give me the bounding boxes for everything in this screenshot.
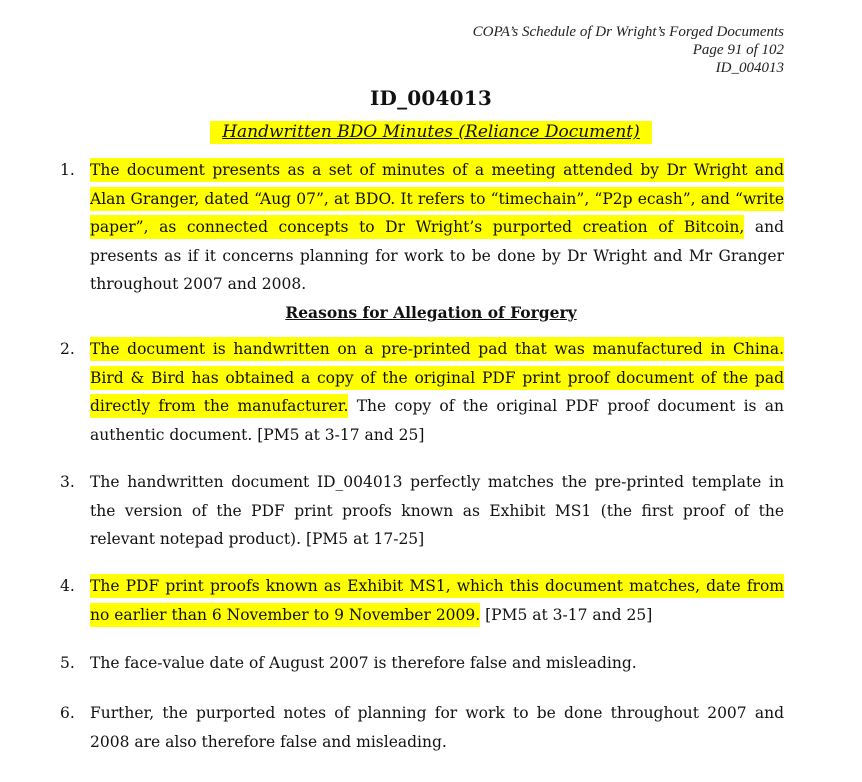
header-title: COPA’s Schedule of Dr Wright’s Forged Documents	[472, 24, 784, 40]
paragraph-number: 5.	[60, 654, 75, 672]
highlighted-text: The document is handwritten on a pre-printed pad that was manufactured in China. Bird & Bird has obtained a copy of the original PDF print proof document of the pad directly from the manufacturer.	[90, 337, 784, 418]
paragraph-2	[60, 335, 784, 449]
paragraph-body	[90, 649, 784, 678]
subtitle-container	[0, 122, 862, 142]
paragraph-body	[90, 156, 784, 299]
highlighted-text: The PDF print proofs known as Exhibit MS1, which this document matches, date from no earlier than 6 November to 9 November 2009.	[90, 574, 784, 627]
paragraph-text: [PM5 at 3-17 and 25]	[480, 605, 653, 624]
paragraph-number: 1.	[60, 161, 75, 179]
header-document-id: ID_004013	[715, 60, 784, 76]
highlighted-text: The document presents as a set of minutes of a meeting attended by Dr Wright and Alan Granger, dated “Aug 07”, at BDO. It refers to “timechain”, “P2p ecash”, and “write paper”, as connected concepts to Dr Wright’s purported creation of Bitcoin,	[90, 158, 784, 239]
paragraph-body	[90, 468, 784, 554]
paragraph-text: The copy of the original PDF proof document is an authentic document. [PM5 at 3-17 and 25]	[90, 397, 784, 444]
paragraph-text: The handwritten document ID_004013 perfectly matches the pre-printed template in the version of the PDF print proofs known as Exhibit MS1 (the first proof of the relevant notepad product). [PM5 at 17-25]	[90, 473, 784, 549]
paragraph-5	[60, 649, 784, 678]
paragraph-3	[60, 468, 784, 554]
document-id-title: ID_004013	[370, 86, 492, 110]
paragraph-1	[60, 156, 784, 299]
paragraph-text: Further, the purported notes of planning for work to be done throughout 2007 and 2008 are also therefore false and misleading.	[90, 704, 784, 751]
paragraph-text: and presents as if it concerns planning for work to be done by Dr Wright and Mr Granger throughout 2007 and 2008.	[90, 218, 784, 294]
paragraph-body	[90, 335, 784, 449]
paragraph-number: 2.	[60, 340, 75, 358]
header-page-number: Page 91 of 102	[692, 42, 784, 58]
section-heading: Reasons for Allegation of Forgery	[285, 303, 577, 322]
paragraph-body	[90, 699, 784, 756]
paragraph-text: The face-value date of August 2007 is therefore false and misleading.	[90, 654, 637, 672]
document-subtitle: Handwritten BDO Minutes (Reliance Document)	[210, 121, 652, 144]
paragraph-number: 6.	[60, 704, 75, 722]
paragraph-6	[60, 699, 784, 756]
page-header	[473, 23, 784, 77]
paragraph-body	[90, 572, 784, 629]
paragraph-4	[60, 572, 784, 629]
paragraph-number: 3.	[60, 473, 75, 491]
paragraph-number: 4.	[60, 577, 75, 595]
